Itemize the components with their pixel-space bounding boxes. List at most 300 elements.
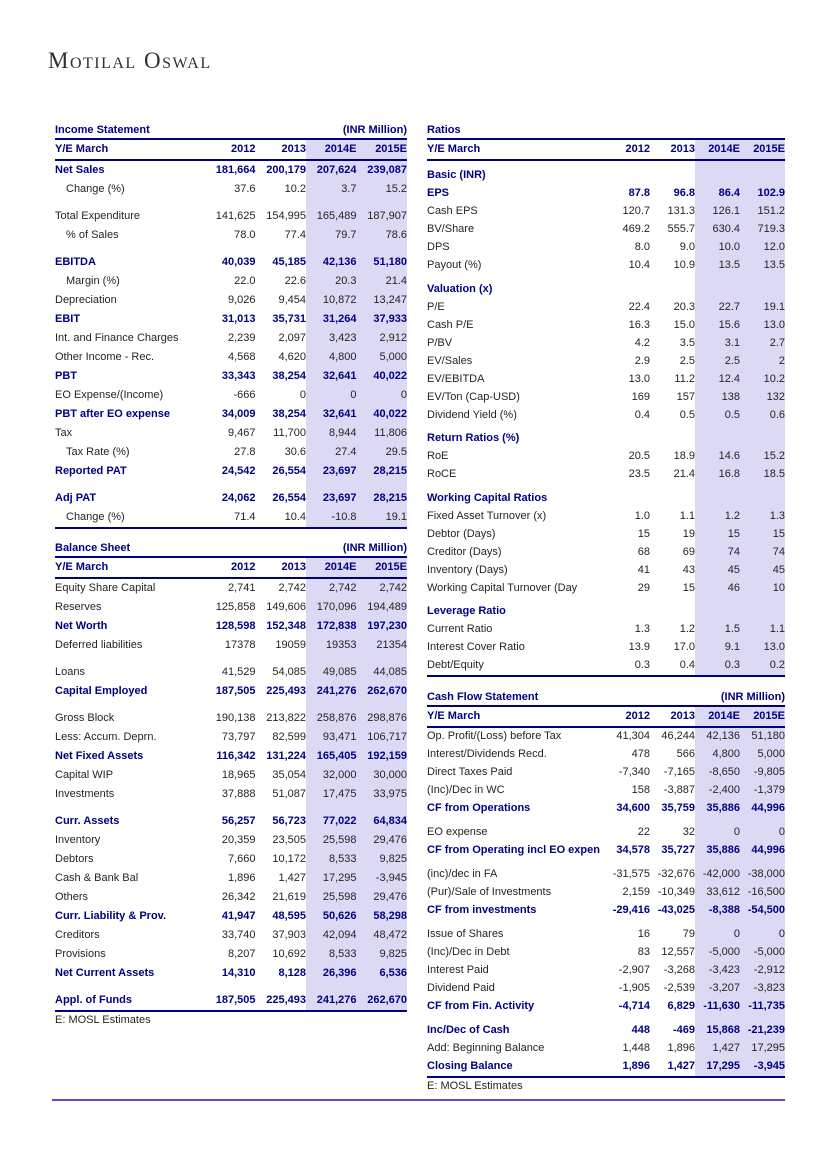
table-row (427, 782, 785, 800)
table-row (427, 543, 785, 561)
cell-value: 9.0 (679, 241, 695, 253)
cell-value: 15.0 (673, 318, 695, 331)
cell-value: 132 (766, 390, 785, 403)
cell-value: 241,276 (316, 685, 357, 697)
row-label: Capital WIP (55, 769, 114, 781)
cell-value (256, 245, 307, 253)
cell-value: 106,717 (367, 731, 407, 743)
cell-value (205, 199, 256, 207)
cell-value: 27.4 (335, 446, 357, 458)
cell-value: 187,907 (367, 210, 407, 222)
cell-value: 43 (682, 563, 695, 576)
table-row (427, 639, 785, 657)
cell-value: 3,423 (328, 332, 357, 344)
cell-value: 3.1 (724, 336, 740, 349)
cell-value: 77,022 (322, 815, 357, 827)
row-label: Int. and Finance Charges (55, 332, 179, 344)
year-column-header: 2012 (205, 140, 256, 160)
row-label: EPS (427, 187, 450, 199)
cell-value: 1.2 (724, 509, 740, 522)
cell-value: 33,343 (221, 370, 256, 382)
cell-value: 27.8 (234, 446, 256, 458)
cell-value: 1,427 (667, 1060, 695, 1072)
table-row (427, 448, 785, 466)
cell-value: 0 (733, 928, 740, 940)
table-row (427, 316, 785, 334)
cell-value: 8.0 (634, 241, 650, 253)
table-row (55, 812, 407, 831)
cell-value: 42,136 (322, 256, 357, 268)
year-column-header: 2012 (205, 558, 256, 578)
cell-value: 1.2 (679, 623, 695, 635)
table-row (55, 462, 407, 481)
table-row (427, 1040, 785, 1058)
cell-value: 11,806 (374, 427, 407, 439)
year-column-header: 2013 (256, 140, 307, 160)
cell-value: 10,692 (272, 948, 306, 960)
table-row (55, 226, 407, 245)
cell-value: -1,905 (618, 982, 650, 994)
cell-value: 33,975 (373, 788, 407, 800)
cell-value: 13,247 (373, 294, 407, 306)
cell-value: 23,505 (272, 834, 306, 846)
cell-value: 187,505 (215, 685, 256, 697)
cell-value: 1.1 (679, 509, 695, 522)
table-row (55, 831, 407, 850)
row-label: Curr. Assets (55, 815, 120, 827)
year-column-header: 2015E (357, 558, 408, 578)
cash-flow-table (427, 691, 785, 1092)
cell-value: 15 (637, 527, 650, 540)
cell-value: 14.6 (718, 450, 740, 462)
cell-value: -469 (672, 1024, 695, 1036)
cell-value: 4,620 (278, 351, 306, 363)
cell-value: -5,000 (708, 946, 740, 958)
row-label: Less: Accum. Deprn. (55, 731, 157, 743)
table-row (55, 310, 407, 329)
cell-value (256, 481, 307, 489)
table-row (55, 424, 407, 443)
cell-value (205, 655, 256, 663)
row-label: Cash & Bank Bal (55, 872, 139, 884)
table-row (427, 561, 785, 579)
table-row (55, 991, 407, 1011)
row-label (55, 983, 205, 991)
cell-value: 35,759 (661, 802, 695, 814)
row-label: Debt/Equity (427, 659, 484, 671)
cell-value: 46 (727, 581, 740, 594)
row-label: Total Expenditure (55, 210, 140, 222)
cell-value (650, 597, 695, 621)
year-column-header: 2014E (695, 707, 740, 727)
cell-value: 13.5 (763, 259, 785, 271)
table-row (427, 727, 785, 746)
cell-value: -666 (233, 389, 256, 401)
table-row (427, 824, 785, 842)
cell-value: -3,207 (708, 982, 740, 994)
year-column-header: 2015E (740, 140, 785, 160)
cell-value: 9,825 (379, 853, 407, 865)
cell-value: 1.3 (634, 623, 650, 635)
cell-value: 34,600 (616, 802, 650, 814)
cell-value: 10,872 (322, 294, 357, 306)
cell-value: 51,087 (272, 788, 306, 800)
cell-value: 10.2 (284, 183, 306, 195)
row-label: EBITDA (55, 256, 96, 268)
cell-value (205, 804, 256, 812)
cell-value: 22.4 (628, 300, 650, 313)
cell-value: 10.9 (673, 259, 695, 271)
cell-value (357, 655, 408, 663)
cell-value: 194,489 (367, 601, 407, 613)
table-row (55, 945, 407, 964)
cell-value: 131,224 (266, 750, 306, 762)
cell-value: 42,136 (706, 730, 740, 742)
cell-value: 78.0 (234, 229, 256, 241)
cell-value: 13.9 (628, 641, 650, 653)
cell-value: 31,264 (322, 313, 357, 325)
cell-value: 4,568 (227, 351, 256, 363)
row-label: Op. Profit/(Loss) before Tax (427, 730, 562, 742)
cell-value: -38,000 (747, 868, 785, 880)
cell-value: 15,868 (706, 1024, 740, 1036)
cell-value: 0.5 (724, 408, 740, 421)
table-row (427, 998, 785, 1016)
row-label (55, 804, 205, 812)
spacer-row (55, 481, 407, 489)
cell-value: 35,054 (272, 769, 306, 781)
row-label: Closing Balance (427, 1060, 513, 1072)
cell-value: 15.2 (385, 183, 407, 195)
table-row (427, 185, 785, 203)
cell-value: 0 (299, 389, 306, 401)
cell-value: 8,128 (278, 967, 306, 979)
table-row (427, 388, 785, 406)
cell-value: 34,009 (221, 408, 256, 420)
cell-value: 32,641 (322, 408, 357, 420)
cell-value: 0.2 (769, 659, 785, 671)
cell-value: 10.2 (763, 372, 785, 385)
cell-value: -1,379 (753, 784, 785, 796)
cell-value: 22.0 (234, 275, 256, 287)
cell-value: 79 (682, 928, 695, 940)
row-label: (Inc)/Dec in Debt (427, 946, 510, 958)
row-label: Other Income - Rec. (55, 351, 155, 363)
row-label: Working Capital Ratios (427, 491, 548, 504)
table-header-row (55, 140, 407, 160)
row-label: Equity Share Capital (55, 582, 156, 594)
row-label: P/BV (427, 336, 453, 349)
cell-value (357, 983, 408, 991)
cell-value (357, 245, 408, 253)
cell-value: 2,912 (379, 332, 407, 344)
cell-value: 56,723 (272, 815, 306, 827)
row-label: Net Current Assets (55, 967, 155, 979)
row-label: Cash EPS (427, 205, 478, 217)
row-label: EV/EBITDA (427, 372, 485, 385)
cell-value (306, 804, 357, 812)
table-row (427, 466, 785, 484)
cell-value: 69 (682, 545, 695, 558)
table-row (55, 598, 407, 617)
cell-value: -21,239 (747, 1024, 785, 1036)
table-row (427, 352, 785, 370)
cell-value: 34,578 (616, 844, 650, 856)
cell-value: -2,539 (663, 982, 695, 994)
estimates-footnote: E: MOSL Estimates (427, 1079, 523, 1092)
row-label: Return Ratios (%) (427, 432, 520, 444)
row-label: PBT (55, 370, 77, 382)
cell-value (740, 424, 785, 448)
cell-value: -2,400 (708, 784, 740, 796)
cell-value: 8,207 (227, 948, 256, 960)
spacer-row (55, 983, 407, 991)
table-row (427, 239, 785, 257)
cell-value: 25,598 (322, 834, 357, 846)
cell-value: 4,800 (328, 351, 357, 363)
cell-value: 197,230 (367, 620, 407, 632)
row-label: PBT after EO expense (55, 408, 170, 420)
cell-value: -3,423 (708, 964, 740, 976)
cell-value: 10.4 (628, 259, 650, 271)
table-row (55, 747, 407, 766)
cell-value: 6,829 (667, 1000, 695, 1012)
cell-value: 10.0 (718, 241, 740, 253)
cell-value: 0 (400, 389, 407, 401)
row-label: Interest/Dividends Recd. (427, 748, 547, 760)
cell-value: -8,650 (708, 766, 740, 778)
table-row (427, 370, 785, 388)
row-label: Dividend Paid (427, 982, 495, 994)
two-column-layout (0, 124, 827, 1092)
cell-value (740, 597, 785, 621)
row-label: EO expense (427, 826, 488, 838)
cell-value: 26,554 (272, 492, 306, 504)
cell-value: 42,094 (322, 929, 357, 941)
cell-value: 3.5 (679, 336, 695, 349)
cell-value: 192,159 (367, 750, 407, 762)
cell-value (306, 655, 357, 663)
row-label: Curr. Liability & Prov. (55, 910, 167, 922)
cell-value: -2,912 (753, 964, 785, 976)
cell-value: 262,670 (367, 685, 407, 697)
cell-value: 566 (676, 748, 695, 760)
cell-value: 82,599 (272, 731, 306, 743)
spacer-row (55, 245, 407, 253)
cell-value: 78.6 (385, 229, 407, 241)
cell-value (605, 160, 650, 185)
motilal-oswal-logo: Motilal Oswal (48, 48, 212, 73)
cell-value (256, 199, 307, 207)
cell-value: 5,000 (757, 748, 785, 760)
cell-value: 77.4 (284, 229, 306, 241)
cell-value: 17,475 (322, 788, 357, 800)
cell-value: 213,822 (266, 712, 306, 724)
cell-value: 38,254 (272, 370, 306, 382)
cell-value: 0.5 (679, 408, 695, 421)
cell-value: 51,180 (751, 730, 785, 742)
table-title-row (55, 124, 407, 140)
cell-value: 46,244 (661, 730, 695, 742)
row-label: Net Sales (55, 164, 105, 176)
table-row (55, 367, 407, 386)
table-unit: (INR Million) (342, 542, 407, 554)
estimates-footnote: E: MOSL Estimates (55, 1014, 151, 1026)
table-row (55, 636, 407, 655)
cell-value: 2 (778, 354, 785, 367)
cell-value: 18,965 (221, 769, 256, 781)
table-row (55, 682, 407, 701)
row-label (55, 199, 205, 207)
cell-value: 15 (772, 527, 785, 540)
cell-value: 131.3 (667, 205, 695, 217)
cell-value (306, 245, 357, 253)
cell-value: -8,388 (708, 904, 740, 916)
row-label: Creditor (Days) (427, 545, 502, 558)
row-label: P/E (427, 300, 445, 313)
cell-value: -11,735 (748, 1000, 785, 1012)
table-row (427, 257, 785, 275)
row-label: Debtors (55, 853, 94, 865)
cell-value: 2,741 (227, 582, 256, 594)
row-label: Depreciation (55, 294, 117, 306)
cell-value (605, 275, 650, 299)
row-label: Tax (55, 427, 73, 439)
table-row (427, 334, 785, 352)
cell-value: 14,310 (221, 967, 256, 979)
row-label: Adj PAT (55, 492, 97, 504)
cell-value: 25,598 (322, 891, 357, 903)
footer-divider-rule (52, 1099, 785, 1101)
data-table (55, 558, 407, 1012)
row-label: Payout (%) (427, 259, 482, 271)
table-row (427, 406, 785, 424)
cell-value: 44,996 (751, 844, 785, 856)
cell-value (740, 275, 785, 299)
cell-value: 12.4 (718, 372, 740, 385)
cell-value: 2.9 (634, 354, 650, 367)
cell-value: 44,996 (751, 802, 785, 814)
cell-value: 10.4 (284, 511, 306, 523)
row-label: Loans (55, 666, 85, 678)
cell-value (357, 199, 408, 207)
cell-value: 172,838 (316, 620, 357, 632)
ratios-table (427, 124, 785, 677)
income-statement-table (55, 124, 407, 529)
table-title: Balance Sheet (55, 542, 131, 554)
cell-value: 33,740 (221, 929, 256, 941)
cell-value: -31,575 (612, 868, 650, 880)
cell-value: 24,542 (221, 465, 256, 477)
cell-value (650, 484, 695, 508)
year-column-header: 2014E (306, 140, 357, 160)
cell-value: 29.5 (385, 446, 407, 458)
cell-value: -2,907 (618, 964, 650, 976)
cell-value: 50,626 (322, 910, 357, 922)
cell-value: 1,896 (667, 1042, 695, 1054)
cell-value: 17,295 (751, 1042, 785, 1054)
table-unit: (INR Million) (720, 690, 785, 703)
cell-value (695, 484, 740, 508)
cell-value: 154,995 (266, 210, 306, 222)
cell-value: 37,933 (373, 313, 407, 325)
cell-value: 83 (637, 946, 650, 958)
cell-value (205, 983, 256, 991)
cell-value: 225,493 (266, 994, 306, 1006)
table-row (55, 888, 407, 907)
cell-value: 86.4 (718, 187, 740, 199)
row-label-header: Y/E March (55, 558, 205, 578)
table-row (55, 386, 407, 405)
cell-value: -3,945 (753, 1060, 785, 1072)
cell-value: 37,888 (221, 788, 256, 800)
cell-value (357, 804, 408, 812)
table-row (55, 926, 407, 945)
cell-value: 2,742 (379, 582, 407, 594)
cell-value: 13.0 (763, 641, 785, 653)
table-row (55, 663, 407, 682)
row-label: Appl. of Funds (55, 994, 132, 1006)
table-row (427, 866, 785, 884)
cell-value: 51,180 (373, 256, 407, 268)
table-row (55, 253, 407, 272)
cell-value: 16.8 (718, 468, 740, 480)
cell-value: 2,159 (622, 886, 650, 898)
cell-value: 12,557 (661, 946, 695, 958)
row-label: Direct Taxes Paid (427, 766, 513, 778)
cell-value: -10,349 (657, 886, 695, 898)
table-row (55, 766, 407, 785)
row-label: DPS (427, 241, 450, 253)
table-row (427, 980, 785, 998)
cell-value: 13.5 (718, 259, 740, 271)
cell-value: 17.0 (673, 641, 695, 653)
cell-value: 17378 (224, 639, 256, 651)
cell-value: 13.0 (628, 372, 650, 385)
cell-value: 116,342 (216, 750, 256, 762)
cell-value: 1.1 (769, 623, 785, 635)
cell-value: 19.1 (385, 511, 407, 523)
cell-value (256, 655, 307, 663)
cell-value: 20.5 (628, 450, 650, 462)
cell-value: -7,165 (663, 766, 695, 778)
table-row (55, 964, 407, 983)
cell-value (256, 804, 307, 812)
cell-value: 18.5 (763, 468, 785, 480)
cell-value: 21354 (376, 639, 407, 651)
cell-value: 32 (682, 826, 695, 838)
table-row (55, 907, 407, 926)
cell-value: 225,493 (266, 685, 306, 697)
cell-value: 21.4 (385, 275, 407, 287)
table-row (427, 1022, 785, 1040)
cell-value: 56,257 (221, 815, 256, 827)
cell-value: 11,700 (273, 427, 306, 439)
year-column-header: 2013 (650, 707, 695, 727)
cell-value (695, 160, 740, 185)
cell-value: 35,731 (272, 313, 306, 325)
row-label: CF from Operations (427, 802, 531, 814)
cell-value: -5,000 (753, 946, 785, 958)
cell-value: 28,215 (373, 465, 407, 477)
cell-value: 64,834 (373, 815, 407, 827)
row-label: % of Sales (66, 229, 119, 241)
row-label: Investments (55, 788, 115, 800)
cell-value: 21.4 (673, 468, 695, 480)
year-column-header: 2014E (695, 140, 740, 160)
cell-value: 1,427 (278, 872, 306, 884)
row-label: CF from Operating incl EO expen (427, 844, 600, 856)
